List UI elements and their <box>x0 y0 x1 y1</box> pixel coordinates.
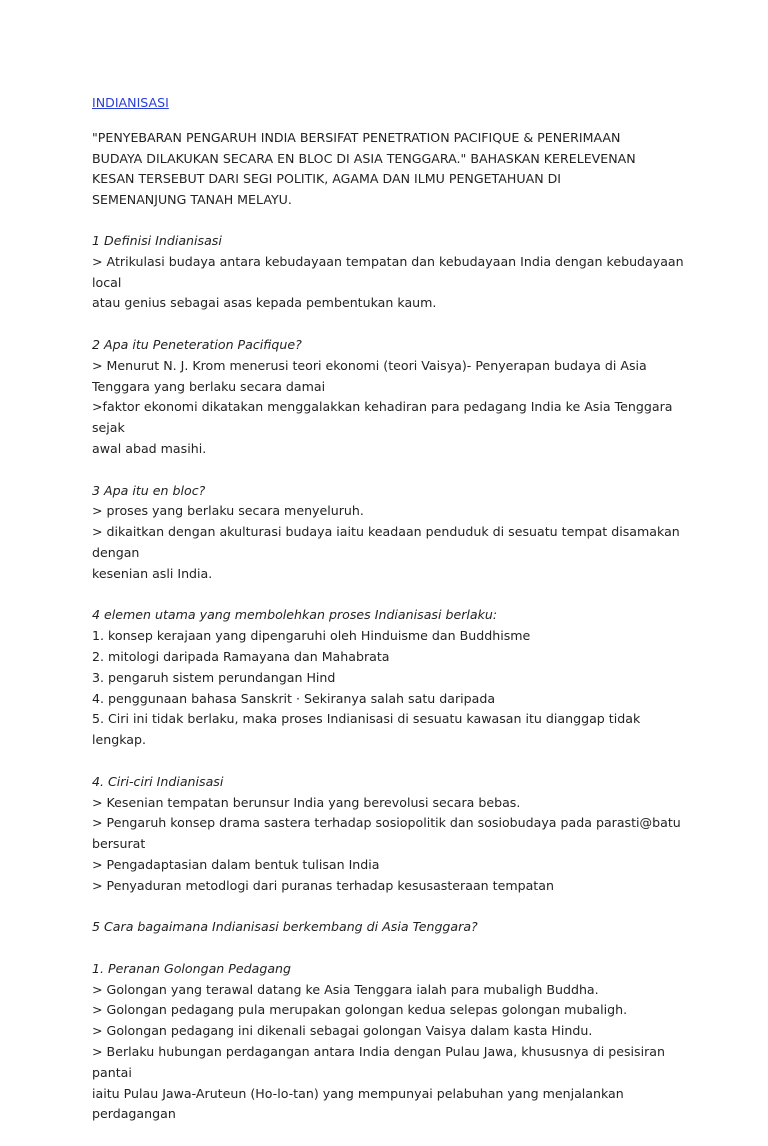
section-heading: 4 elemen utama yang membolehkan proses Indianisasi berlaku: <box>92 607 498 623</box>
section-text-line: > Pengaruh konsep drama sastera terhadap sosiopolitik dan sosiobudaya pada parasti@batu <box>92 815 681 831</box>
section-text-line: > Pengadaptasian dalam bentuk tulisan India <box>92 856 380 872</box>
section-heading: 1 Definisi Indianisasi <box>92 232 222 248</box>
section-text-line: > Golongan pedagang pula merupakan golongan kedua selepas golongan mubaligh. <box>92 1002 628 1018</box>
section-text-line: 5. Ciri ini tidak berlaku, maka proses Indianisasi di sesuatu kawasan itu dianggap tidak lengkap. <box>92 711 641 748</box>
section-text-line: > Golongan pedagang ini dikenali sebagai golongan Vaisya dalam kasta Hindu. <box>92 1023 593 1039</box>
document-section <box>92 481 692 585</box>
section-text-line: > dikaitkan dengan akulturasi budaya iaitu keadaan penduduk di sesuatu tempat disamakan dengan <box>92 524 680 560</box>
section-heading: 4. Ciri-ciri Indianisasi <box>92 773 224 789</box>
section-text-line: kesenian asli India. <box>92 565 213 581</box>
section-text-line: bersurat <box>92 836 146 852</box>
section-text-line: > proses yang berlaku secara menyeluruh. <box>92 503 364 519</box>
essay-question: "PENYEBARAN PENGARUH INDIA BERSIFAT PENETRATION PACIFIQUE & PENERIMAAN BUDAYA DILAKUKAN SECARA EN BLOC DI ASIA TENGGARA." BAHASKAN KERELEVENAN KESAN TERSEBUT DARI SEGI POLITIK, AGAMA DAN ILMU PENGETAHUAN DI SEMENANJUNG TANAH MELAYU. <box>92 129 636 208</box>
section-text-line: > Berlaku hubungan perdagangan antara India dengan Pulau Jawa, khususnya di pesisiran pantai <box>92 1044 665 1080</box>
section-heading: 3 Apa itu en bloc? <box>92 482 206 498</box>
section-heading: 1. Peranan Golongan Pedagang <box>92 960 292 976</box>
document-section <box>92 959 692 1125</box>
section-text-line: awal abad masihi. <box>92 440 207 456</box>
section-text-line: > Menurut N. J. Krom menerusi teori ekonomi (teori Vaisya)- Penyerapan budaya di Asia <box>92 357 647 373</box>
section-text-line: iaitu Pulau Jawa-Aruteun (Ho-lo-tan) yang mempunyai pelabuhan yang menjalankan perdagangan <box>92 1085 624 1122</box>
section-text-line: > Atrikulasi budaya antara kebudayaan tempatan dan kebudayaan India dengan kebudayaan local <box>92 253 684 290</box>
section-heading: 2 Apa itu Peneteration Pacifique? <box>92 336 302 352</box>
document-section <box>92 772 692 897</box>
section-text-line: >faktor ekonomi dikatakan menggalakkan kehadiran para pedagang India ke Asia Tenggara sejak <box>92 399 673 436</box>
section-text-line: 3. pengaruh sistem perundangan Hind <box>92 669 336 685</box>
section-text-line: atau genius sebagai asas kepada pembentukan kaum. <box>92 295 437 311</box>
document-section <box>92 917 692 938</box>
section-text-line: > Penyaduran metodlogi dari puranas terhadap kesusasteraan tempatan <box>92 877 554 893</box>
section-text-line: 1. konsep kerajaan yang dipengaruhi oleh Hinduisme dan Buddhisme <box>92 628 531 644</box>
section-text-line: > Golongan yang terawal datang ke Asia Tenggara ialah para mubaligh Buddha. <box>92 981 599 997</box>
section-text-line: 4. penggunaan bahasa Sanskrit · Sekiranya salah satu daripada <box>92 690 496 706</box>
document-sections <box>92 231 692 1125</box>
section-text-line: 2. mitologi daripada Ramayana dan Mahabrata <box>92 648 390 664</box>
document-section <box>92 335 692 460</box>
document-title-link[interactable]: INDIANISASI <box>92 95 169 110</box>
section-heading: 5 Cara bagaimana Indianisasi berkembang di Asia Tenggara? <box>92 919 478 935</box>
section-text-line: Tenggara yang berlaku secara damai <box>92 378 326 394</box>
section-text-line: > Kesenian tempatan berunsur India yang berevolusi secara bebas. <box>92 794 521 810</box>
document-page <box>92 93 692 1146</box>
document-section <box>92 605 692 751</box>
document-section <box>92 231 692 314</box>
